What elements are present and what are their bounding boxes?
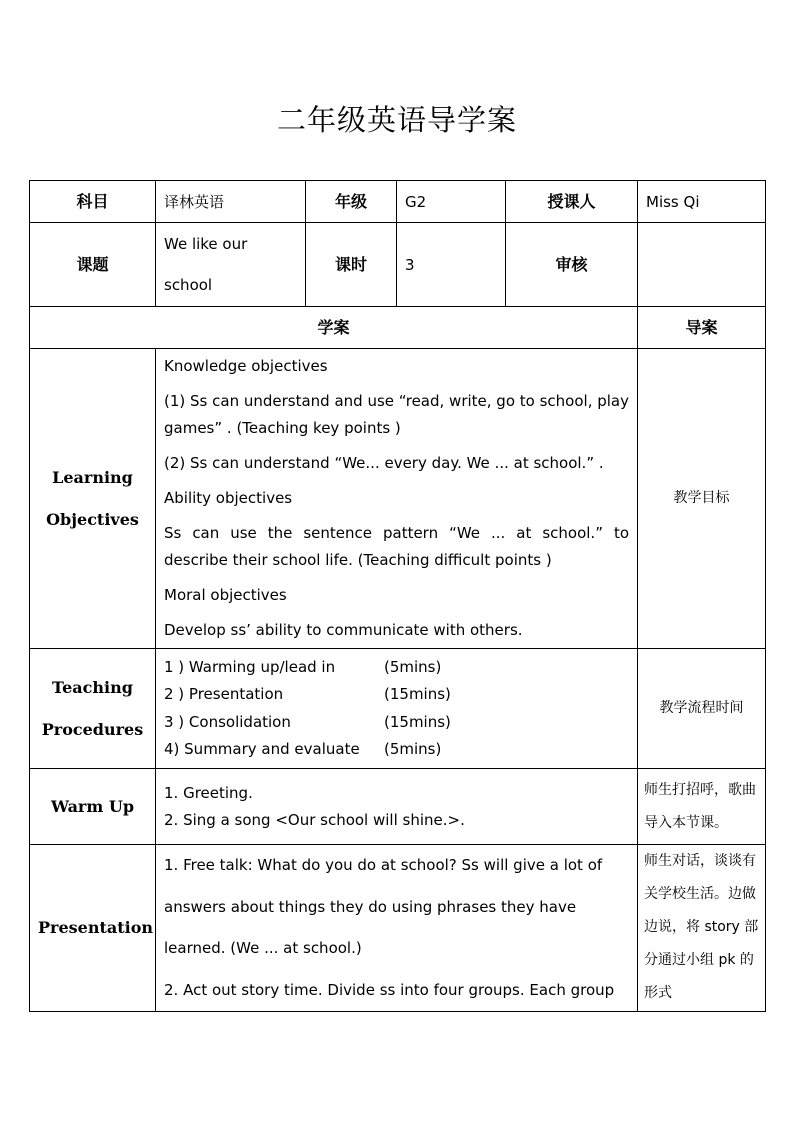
objective-line: Develop ss’ ability to communicate with others. — [164, 621, 523, 639]
presentation-content — [156, 845, 638, 1012]
teacher-value: Miss Qi — [638, 181, 766, 223]
procedure-step: 4) Summary and evaluate (5mins) — [164, 740, 442, 758]
warmup-label: Warm Up — [30, 769, 156, 845]
warmup-item: 2. Sing a song <Our school will shine.>. — [164, 810, 465, 829]
objectives-content — [156, 349, 638, 649]
objective-line: Knowledge objectives — [164, 357, 328, 375]
topic-value — [156, 223, 306, 307]
review-label: 审核 — [506, 223, 638, 307]
objective-line: (2) Ss can understand “We... every day. We ... at school.” . — [164, 454, 604, 472]
warmup-row — [30, 769, 766, 845]
objectives-guide: 教学目标 — [638, 349, 766, 649]
presentation-line: 2. Act out story time. Divide ss into four groups. Each group — [164, 980, 615, 999]
warmup-content — [156, 769, 638, 845]
objectives-label-line: Learning — [52, 467, 133, 487]
presentation-line: learned. (We ... at school.) — [164, 939, 362, 957]
objective-line: Ability objectives — [164, 489, 293, 507]
subject-label: 科目 — [30, 181, 156, 223]
presentation-line: 1. Free talk: What do you do at school? Ss will give a lot of — [164, 856, 603, 874]
info-row-2 — [30, 223, 766, 307]
topic-line: school — [164, 275, 213, 294]
grade-label: 年级 — [306, 181, 397, 223]
presentation-guide: 师生对话，谈谈有关学校生活。边做边说，将 story 部分通过小组 pk 的形式 — [638, 845, 766, 1012]
objectives-label-line: Objectives — [46, 509, 139, 529]
presentation-line: answers about things they do using phrases they have — [164, 897, 577, 916]
procedure-step: 2 ) Presentation (15mins) — [164, 685, 451, 703]
topic-line: We like our — [164, 234, 248, 253]
procedures-label-line: Teaching — [52, 677, 133, 697]
teacher-label: 授课人 — [506, 181, 638, 223]
lesson-plan-table — [29, 180, 766, 1012]
procedures-row — [30, 649, 766, 769]
presentation-label: Presentation — [30, 845, 156, 1012]
info-row-1 — [30, 181, 766, 223]
objective-line: Ss can use the sentence pattern “We ... at school.” to describe their school life. (Teaching difficult points ) — [164, 524, 629, 569]
procedures-content — [156, 649, 638, 769]
period-label: 课时 — [306, 223, 397, 307]
period-value: 3 — [397, 223, 506, 307]
section-header-row — [30, 307, 766, 349]
procedures-label — [30, 649, 156, 769]
procedures-guide: 教学流程时间 — [638, 649, 766, 769]
procedures-label-line: Procedures — [41, 719, 144, 739]
objective-line: (1) Ss can understand and use “read, write, go to school, play games” . (Teaching key points ) — [164, 392, 629, 437]
objectives-label — [30, 349, 156, 649]
page-title: 二年级英语导学案 — [276, 103, 517, 137]
warmup-item: 1. Greeting. — [164, 783, 253, 802]
procedure-step: 3 ) Consolidation (15mins) — [164, 712, 451, 731]
objective-line: Moral objectives — [164, 586, 287, 604]
presentation-row — [30, 845, 766, 1012]
review-value — [638, 223, 766, 307]
guide-header: 导案 — [638, 307, 766, 349]
subject-value: 译林英语 — [156, 181, 306, 223]
procedure-step: 1 ) Warming up/lead in (5mins) — [164, 657, 442, 676]
grade-value: G2 — [397, 181, 506, 223]
objectives-row — [30, 349, 766, 649]
warmup-guide: 师生打招呼，歌曲导入本节课。 — [638, 769, 766, 845]
study-header: 学案 — [30, 307, 638, 349]
topic-label: 课题 — [30, 223, 156, 307]
